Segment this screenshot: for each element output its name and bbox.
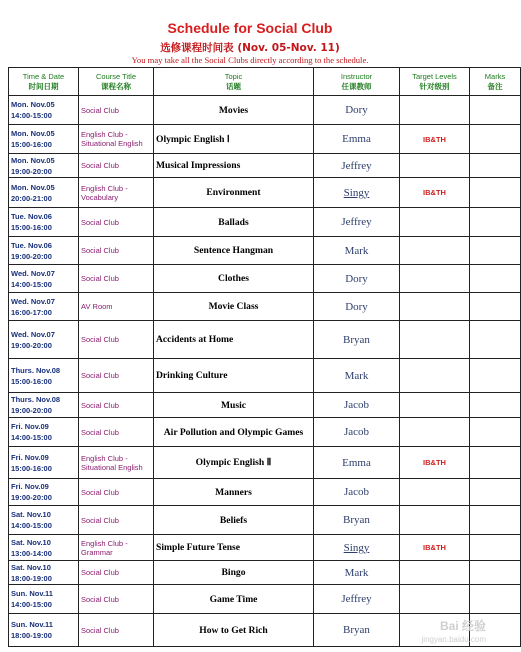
target-level-cell [400,393,470,418]
instructor-cell: Singy [314,178,400,208]
schedule-note: You may take all the Social Clubs directly according to the schedule. [131,55,369,65]
table-row [9,359,521,393]
marks-cell [470,393,521,418]
instructor-cell: Dory [314,96,400,125]
time-date-cell: Sun. Nov.11 18:00-19:00 [9,614,79,647]
time-date-cell: Mon. Nov.05 19:00-20:00 [9,154,79,178]
course-title-cell: Social Club [79,479,154,506]
time-date-cell: Fri. Nov.09 15:00-16:00 [9,447,79,479]
marks-cell [470,506,521,535]
topic-cell: Environment [154,178,314,208]
schedule-subtitle: 选修课程时间表 (Nov. 05-Nov. 11) [160,42,340,54]
target-level-cell [400,479,470,506]
table-row [9,585,521,614]
time-date-cell: Mon. Nov.05 15:00-16:00 [9,125,79,154]
time-date-cell: Thurs. Nov.08 15:00-16:00 [9,359,79,393]
course-title-cell: Social Club [79,208,154,237]
schedule-table [8,67,521,647]
topic-cell: Beliefs [154,506,314,535]
instructor-cell: Mark [314,359,400,393]
marks-cell [470,479,521,506]
table-row [9,125,521,154]
time-date-cell: Sat. Nov.10 18:00-19:00 [9,561,79,585]
table-row [9,321,521,359]
time-date-cell: Tue. Nov.06 19:00-20:00 [9,237,79,265]
baidu-watermark: Bai 经验 jingyan.baidu.com [421,619,486,644]
course-title-cell: English Club -Vocabulary [79,178,154,208]
target-level-cell: IB&TH [400,447,470,479]
time-date-cell: Mon. Nov.05 20:00-21:00 [9,178,79,208]
course-title-cell: Social Club [79,614,154,647]
instructor-cell: Singy [314,535,400,561]
table-row [9,154,521,178]
course-title-cell: Social Club [79,393,154,418]
table-row [9,265,521,293]
marks-cell [470,321,521,359]
target-level-cell [400,154,470,178]
course-title-cell: English Club -Situational English [79,125,154,154]
table-row [9,293,521,321]
topic-cell: Sentence Hangman [154,237,314,265]
target-level-cell [400,585,470,614]
target-level-cell [400,237,470,265]
marks-cell [470,154,521,178]
instructor-cell: Dory [314,265,400,293]
marks-cell [470,237,521,265]
target-level-cell [400,506,470,535]
target-level-cell: IB&TH [400,178,470,208]
target-level-cell [400,96,470,125]
table-row [9,447,521,479]
instructor-cell: Jacob [314,479,400,506]
topic-cell: Movies [154,96,314,125]
topic-cell: Drinking Culture [154,359,314,393]
marks-cell [470,96,521,125]
table-row [9,418,521,447]
marks-cell [470,178,521,208]
time-date-cell: Sun. Nov.11 14:00-15:00 [9,585,79,614]
topic-cell: Olympic English Ⅱ [154,447,314,479]
instructor-cell: Bryan [314,321,400,359]
column-header-topic: Topic 话题 [154,68,314,96]
time-date-cell: Fri. Nov.09 19:00-20:00 [9,479,79,506]
course-title-cell: Social Club [79,237,154,265]
instructor-cell: Bryan [314,506,400,535]
course-title-cell: Social Club [79,96,154,125]
instructor-cell: Emma [314,447,400,479]
column-header-marks: Marks 备注 [470,68,521,96]
time-date-cell: Sat. Nov.10 13:00-14:00 [9,535,79,561]
topic-cell: Music [154,393,314,418]
target-level-cell [400,293,470,321]
time-date-cell: Wed. Nov.07 14:00-15:00 [9,265,79,293]
instructor-cell: Emma [314,125,400,154]
table-row [9,535,521,561]
column-header-time: Time & Date 时间日期 [9,68,79,96]
table-header-row [9,68,521,96]
course-title-cell: English Club -Situational English [79,447,154,479]
topic-cell: Bingo [154,561,314,585]
target-level-cell [400,359,470,393]
instructor-cell: Bryan [314,614,400,647]
column-header-instructor: Instructor 任课教师 [314,68,400,96]
marks-cell [470,447,521,479]
topic-cell: Musical Impressions [154,154,314,178]
column-header-target: Target Levels 针对级别 [400,68,470,96]
topic-cell: Simple Future Tense [154,535,314,561]
topic-cell: How to Get Rich [154,614,314,647]
instructor-cell: Jeffrey [314,154,400,178]
schedule-title: Schedule for Social Club [167,20,333,36]
target-level-cell: IB&TH [400,125,470,154]
instructor-cell: Jeffrey [314,585,400,614]
topic-cell: Air Pollution and Olympic Games [154,418,314,447]
time-date-cell: Tue. Nov.06 15:00-16:00 [9,208,79,237]
target-level-cell [400,321,470,359]
instructor-cell: Mark [314,561,400,585]
table-row [9,208,521,237]
time-date-cell: Fri. Nov.09 14:00-15:00 [9,418,79,447]
marks-cell [470,125,521,154]
instructor-cell: Dory [314,293,400,321]
topic-cell: Accidents at Home [154,321,314,359]
time-date-cell: Thurs. Nov.08 19:00-20:00 [9,393,79,418]
time-date-cell: Wed. Nov.07 16:00-17:00 [9,293,79,321]
time-date-cell: Wed. Nov.07 19:00-20:00 [9,321,79,359]
table-row [9,178,521,208]
table-row [9,506,521,535]
instructor-cell: Jeffrey [314,208,400,237]
marks-cell [470,418,521,447]
marks-cell [470,561,521,585]
course-title-cell: AV Room [79,293,154,321]
target-level-cell: IB&TH [400,535,470,561]
course-title-cell: Social Club [79,359,154,393]
marks-cell [470,265,521,293]
column-header-course: Course Title 课程名称 [79,68,154,96]
course-title-cell: Social Club [79,585,154,614]
target-level-cell [400,265,470,293]
course-title-cell: Social Club [79,506,154,535]
instructor-cell: Jacob [314,418,400,447]
topic-cell: Game Time [154,585,314,614]
topic-cell: Clothes [154,265,314,293]
topic-cell: Manners [154,479,314,506]
instructor-cell: Jacob [314,393,400,418]
topic-cell: Olympic English Ⅰ [154,125,314,154]
course-title-cell: English Club -Grammar [79,535,154,561]
time-date-cell: Sat. Nov.10 14:00-15:00 [9,506,79,535]
marks-cell [470,585,521,614]
table-row [9,393,521,418]
marks-cell [470,359,521,393]
marks-cell [470,535,521,561]
time-date-cell: Mon. Nov.05 14:00-15:00 [9,96,79,125]
topic-cell: Ballads [154,208,314,237]
course-title-cell: Social Club [79,418,154,447]
course-title-cell: Social Club [79,561,154,585]
target-level-cell [400,561,470,585]
course-title-cell: Social Club [79,265,154,293]
marks-cell [470,208,521,237]
marks-cell [470,293,521,321]
table-row [9,96,521,125]
target-level-cell [400,418,470,447]
table-row [9,479,521,506]
table-row [9,561,521,585]
target-level-cell [400,208,470,237]
topic-cell: Movie Class [154,293,314,321]
course-title-cell: Social Club [79,321,154,359]
course-title-cell: Social Club [79,154,154,178]
instructor-cell: Mark [314,237,400,265]
table-row [9,237,521,265]
